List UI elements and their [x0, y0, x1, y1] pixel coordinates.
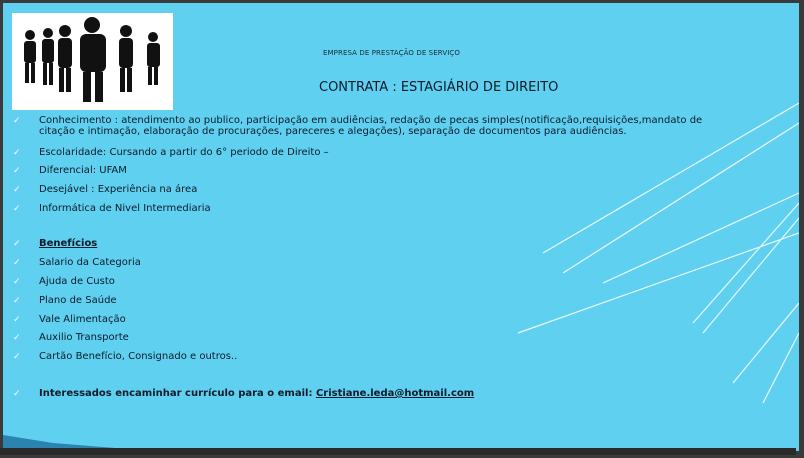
check-icon: ✓: [13, 148, 21, 158]
check-icon: ✓: [13, 277, 21, 287]
check-icon: ✓: [13, 296, 21, 306]
slide: [3, 3, 799, 451]
check-icon: ✓: [13, 185, 21, 195]
check-icon: ✓: [13, 315, 21, 325]
list-item: Escolaridade: Cursando a partir do 6° periodo de Direito –: [39, 147, 329, 158]
benefits-heading: Benefícios: [39, 238, 98, 249]
list-item: citação e intimação, elaboração de procurações, pareceres e alegações), separação de documentos para audiências.: [39, 126, 627, 137]
list-item: Vale Alimentação: [39, 314, 126, 325]
email-link[interactable]: Cristiane.leda@hotmail.com: [315, 388, 475, 399]
check-icon: ✓: [13, 204, 21, 214]
check-icon: ✓: [13, 258, 21, 268]
company-name: EMPRESA DE PRESTAÇÃO DE SERVIÇO: [323, 49, 460, 57]
contact-text: Interessados encaminhar currículo para o email:: [39, 388, 316, 399]
check-icon: ✓: [13, 116, 21, 126]
list-item: Cartão Benefício, Consignado e outros..: [39, 351, 238, 362]
check-icon: ✓: [13, 352, 21, 362]
check-icon: ✓: [13, 333, 21, 343]
job-headline: CONTRATA : ESTAGIÁRIO DE DIREITO: [319, 80, 559, 95]
contact-line: [39, 388, 474, 399]
list-item: Plano de Saúde: [39, 295, 117, 306]
list-item: Desejável : Experiência na área: [39, 184, 198, 195]
bottom-strip: [0, 448, 796, 455]
business-people-image: [12, 13, 173, 110]
list-item: Salario da Categoria: [39, 257, 141, 268]
list-item: Informática de Nivel Intermediaria: [39, 203, 211, 214]
check-icon: ✓: [13, 389, 21, 399]
list-item: Ajuda de Custo: [39, 276, 115, 287]
list-item: Conhecimento : atendimento ao publico, participação em audiências, redação de pecas simples(notificação,requisições,mandato de: [39, 115, 703, 126]
list-item: Diferencial: UFAM: [39, 165, 127, 176]
list-item: Auxilio Transporte: [39, 332, 129, 343]
check-icon: ✓: [13, 166, 21, 176]
check-icon: ✓: [13, 239, 21, 249]
